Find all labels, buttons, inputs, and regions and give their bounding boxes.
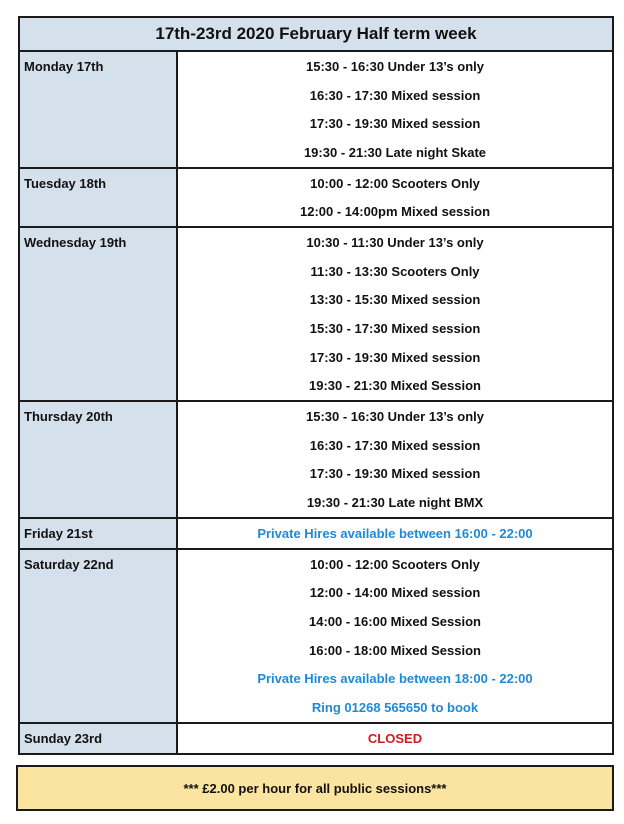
session-time: 10:00 - 12:00 Scooters Only — [310, 175, 480, 191]
day-row — [20, 169, 612, 228]
session-time: 19:30 - 21:30 Late night BMX — [306, 495, 484, 511]
day-row — [20, 228, 612, 402]
session-time: 19:30 - 21:30 Late night Skate — [303, 144, 487, 160]
session-list — [178, 402, 612, 517]
session-time: 15:30 - 16:30 Under 13’s only — [306, 409, 484, 425]
session-time: 16:00 - 18:00 Mixed Session — [309, 642, 481, 658]
session-time: 16:30 - 17:30 Mixed session — [309, 437, 481, 453]
session-time: 15:30 - 17:30 Mixed session — [309, 321, 481, 337]
session-time: 14:00 - 16:00 Mixed Session — [309, 613, 481, 629]
session-time: 11:30 - 13:30 Scooters Only — [310, 263, 480, 279]
day-name: Monday 17th — [20, 52, 178, 167]
private-hire-note: Private Hires available between 16:00 - 22:00 — [257, 525, 533, 541]
day-name: Saturday 22nd — [20, 550, 178, 722]
day-name: Sunday 23rd — [20, 724, 178, 753]
day-name: Wednesday 19th — [20, 228, 178, 400]
day-name: Friday 21st — [20, 519, 178, 548]
day-name: Tuesday 18th — [20, 169, 178, 226]
price-note: *** £2.00 per hour for all public sessions*** — [16, 765, 614, 811]
session-time: 10:00 - 12:00 Scooters Only — [310, 556, 480, 572]
session-time: 19:30 - 21:30 Mixed Session — [309, 378, 481, 394]
private-hire-note: Ring 01268 565650 to book — [311, 699, 479, 715]
session-time: 17:30 - 19:30 Mixed session — [309, 349, 481, 365]
session-list — [178, 519, 612, 548]
session-list — [178, 52, 612, 167]
day-name: Thursday 20th — [20, 402, 178, 517]
session-time: 10:30 - 11:30 Under 13’s only — [306, 234, 484, 250]
session-list — [178, 724, 612, 753]
day-row — [20, 724, 612, 753]
day-row — [20, 402, 612, 519]
closed-label: CLOSED — [367, 730, 423, 746]
schedule-rows — [20, 52, 612, 753]
session-list — [178, 169, 612, 226]
session-time: 12:00 - 14:00pm Mixed session — [299, 204, 491, 220]
session-time: 12:00 - 14:00 Mixed session — [309, 585, 481, 601]
session-time: 17:30 - 19:30 Mixed session — [309, 466, 481, 482]
private-hire-note: Private Hires available between 18:00 - 22:00 — [257, 671, 533, 687]
session-time: 15:30 - 16:30 Under 13’s only — [306, 58, 484, 74]
day-row — [20, 550, 612, 724]
day-row — [20, 52, 612, 169]
schedule-title: 17th-23rd 2020 February Half term week — [20, 18, 612, 52]
day-row — [20, 519, 612, 550]
schedule-table — [18, 16, 614, 755]
session-list — [178, 228, 612, 400]
session-time: 17:30 - 19:30 Mixed session — [309, 116, 481, 132]
session-list — [178, 550, 612, 722]
session-time: 16:30 - 17:30 Mixed session — [309, 87, 481, 103]
session-time: 13:30 - 15:30 Mixed session — [309, 292, 481, 308]
